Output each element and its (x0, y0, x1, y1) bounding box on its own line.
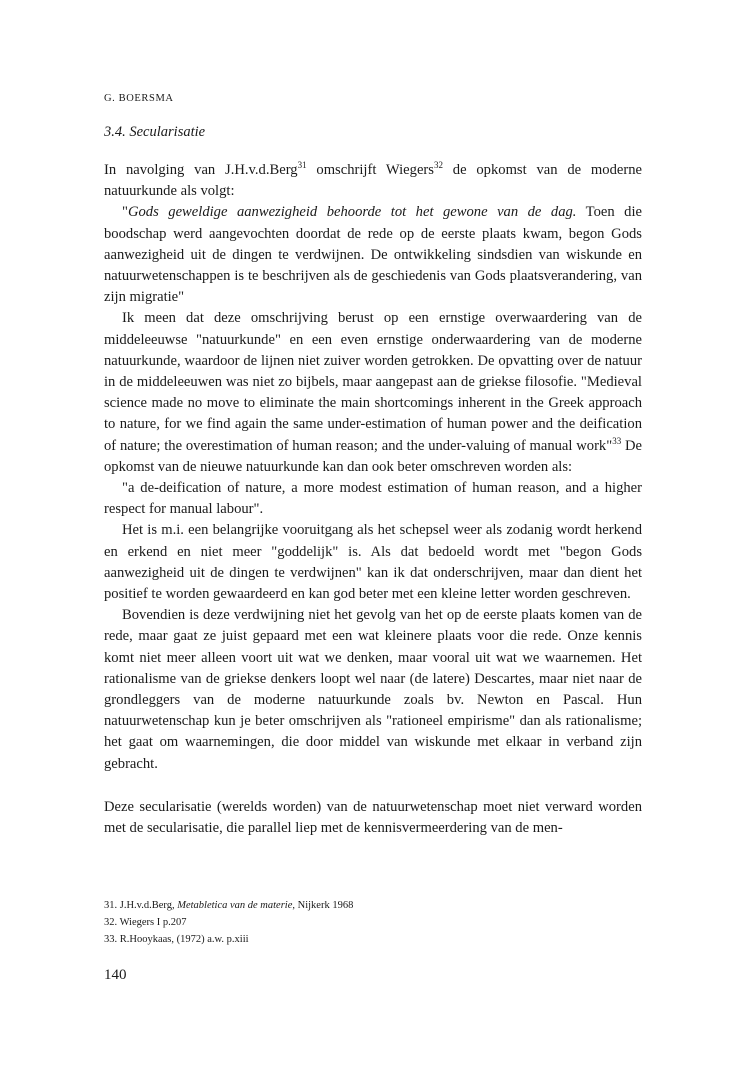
quote-rest: Toen die boodschap werd aangevochten doordat de rede op de eerste plaats kwam, begon Gods aanwezigheid uit de dingen te verdwijnen. De ontwikkeling sindsdien van wiskunde en natuurwetenschappen is te beschrijven als de geschiedenis van Gods plaatsverandering, van zijn migratie" (104, 204, 642, 306)
quote-hooykaas: "a de-deification of nature, a more modest estimation of human reason, and a higher respect for manual labour". (104, 480, 642, 518)
quote-italic: Gods geweldige aanwezigheid behoorde tot het gewone van de dag. (127, 204, 577, 221)
section-title: 3.4. Secularisatie (104, 124, 206, 140)
paragraph-3: Het is m.i. een belangrijke vooruitgang als het schepsel weer als zodanig wordt herkend en erkend en niet meer "goddelijk" is. Als dat bedoeld wordt met "begon Gods aanwezigheid uit de dingen te verdwijnen" kan ik dat onderschrijven, maar dan dient het positief te worden gewaardeerd en kan god beter met een kleine letter worden geschreven. (104, 522, 642, 603)
paragraph-2-text: Ik meen dat deze omschrijving berust op een ernstige overwaardering van de middeleeuwse "natuurkunde" en een even ernstige onderwaardering van de moderne natuurkunde, waardoor de lijnen niet zuiver worden getrokken. De opvatting over de natuur in de middeleeuwen was niet zo bijbels, maar aangepast aan de griekse filosofie. "Medieval science made no move to eliminate the main shortcomings inherent in the Greek approach to nature, for we find again the same under-estimation of human power and the deification of nature; the overestimation of human reason; and the under-valuing of manual work" (104, 310, 642, 454)
footnote-text: R.Hooykaas, (1972) a.w. p.xiii (119, 934, 249, 945)
footnote-ref-31: 31 (297, 160, 307, 171)
paragraph-4: Bovendien is deze verdwijning niet het gevolg van het op de eerste plaats komen van de rede, maar gaat ze juist gepaard met een wat kleinere plaats voor die rede. Onze kennis komt niet meer alleen voort uit wat we denken, maar vooral uit wat we waarnemen. Het rationalisme van de griekse denkers loopt wel naar (de latere) Descartes, maar niet naar de grondleggers van de moderne natuurkunde zoals bv. Newton en Pascal. Hun natuurwetenschap kun je beter omschrijven als "rationeel empirisme" dan als rationalisme; het gaat om waarnemingen, die door middel van wiskunde met elkaar in verband zijn gebracht. (104, 607, 642, 772)
intro-text-1: In navolging van J.H.v.d.Berg (104, 162, 298, 178)
footnote-31 (104, 897, 353, 914)
intro-text-3: de opkomst van de moderne natuurkunde als volgt: (104, 162, 642, 200)
intro-text-2: omschrijft Wiegers (306, 162, 434, 178)
body-text (104, 160, 642, 839)
footnote-text-post: , Nijkerk 1968 (292, 900, 354, 911)
paragraph-5: Deze secularisatie (werelds worden) van de natuurwetenschap moet niet verward worden met de secularisatie, die parallel liep met de kennisvermeerdering van de men- (104, 798, 642, 837)
footnote-text: Wiegers I p.207 (119, 917, 187, 928)
intro-paragraph (104, 160, 642, 202)
footnotes (104, 897, 353, 948)
footnote-ref-33: 33 (612, 435, 622, 446)
footnote-33 (104, 931, 353, 948)
paragraph-2 (104, 308, 642, 478)
footnote-32 (104, 914, 353, 931)
footnote-number: 32. (104, 917, 118, 928)
running-header: G. BOERSMA (104, 93, 174, 104)
footnote-title: Metabletica van de materie (177, 900, 293, 911)
page-number: 140 (104, 967, 127, 983)
footnote-number: 31. (104, 900, 118, 911)
footnote-number: 33. (104, 934, 118, 945)
footnote-text: J.H.v.d.Berg, (119, 900, 178, 911)
quote-open-mark: " (122, 204, 128, 221)
quote-wiegers (104, 202, 642, 308)
footnote-ref-32: 32 (433, 160, 443, 171)
paragraph-2-after: De opkomst van de nieuwe natuurkunde kan dan ook beter omschreven worden als: (104, 437, 642, 475)
